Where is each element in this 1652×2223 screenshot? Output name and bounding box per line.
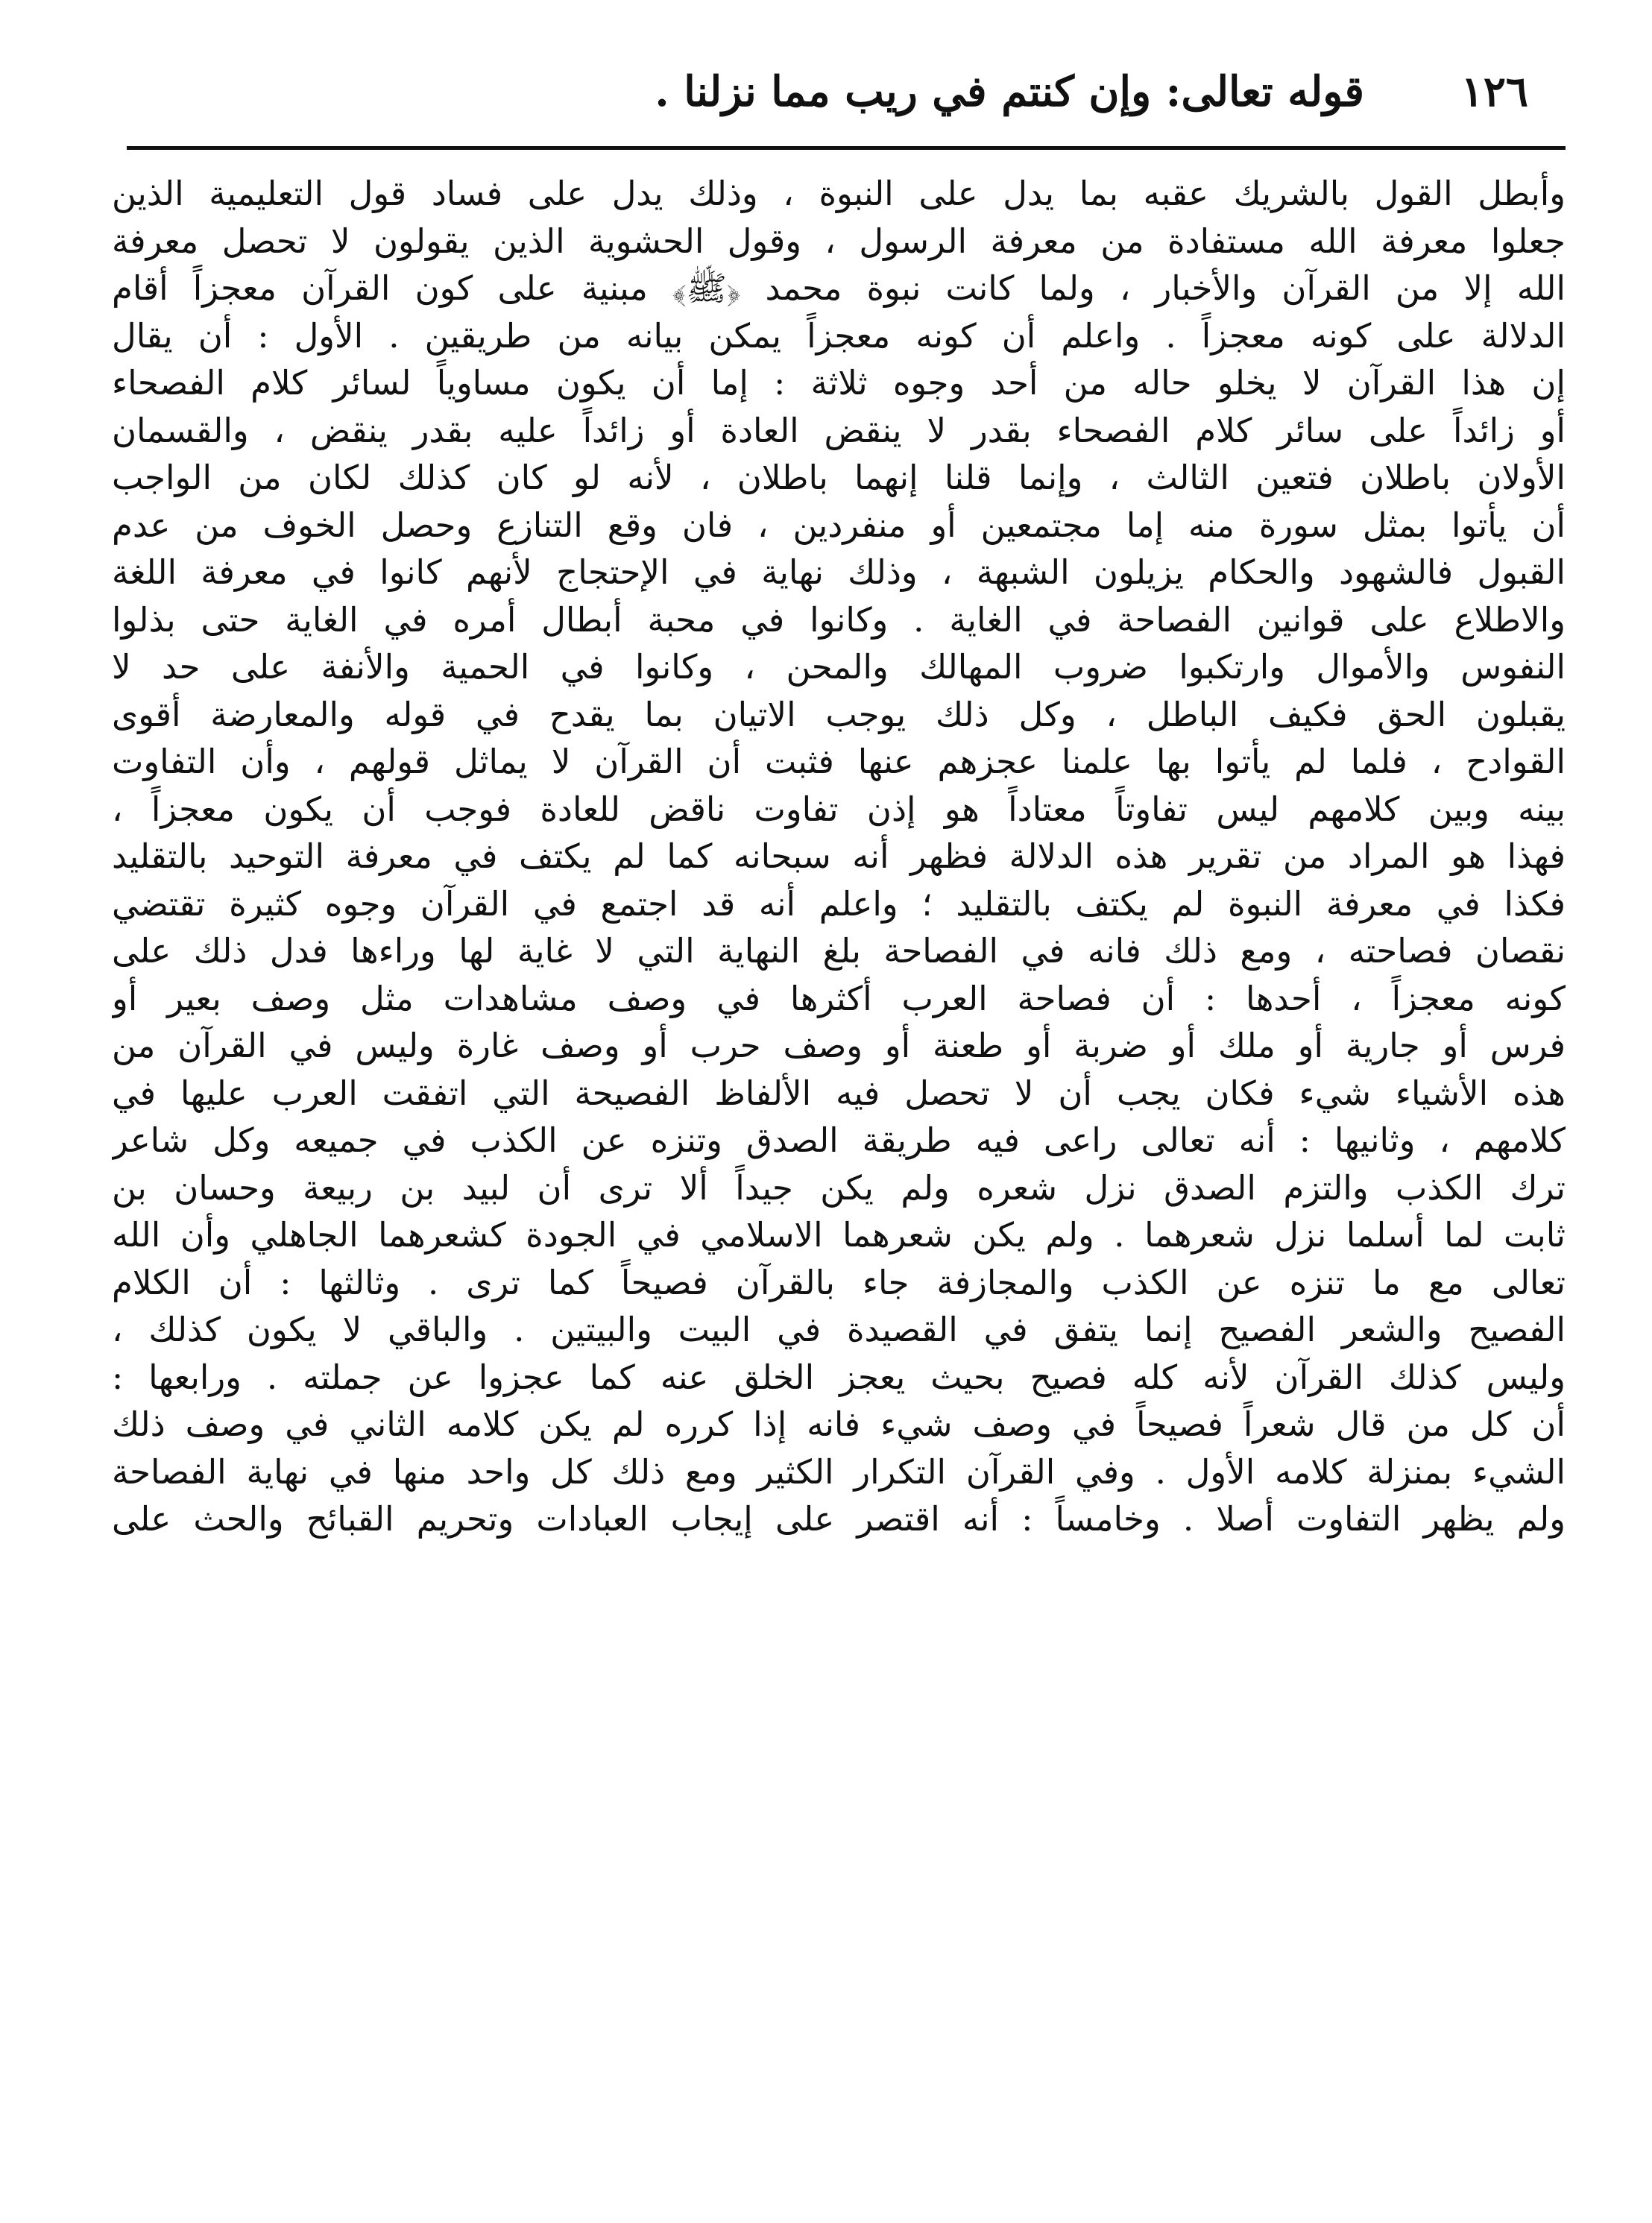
text-line: والاطلاع على قوانين الفصاحة في الغاية . وكانوا في محبة أبطال أمره في الغاية حتى بذلوا: [112, 599, 1566, 640]
text-line: القوادح ، فلما لم يأتوا بها علمنا عجزهم عنها فثبت أن القرآن لا يماثل قولهم ، وأن التفاوت: [112, 742, 1566, 781]
text-line: يقبلون الحق فكيف الباطل ، وكل ذلك يوجب الاتيان بما يقدح في قوله والمعارضة أقوى: [112, 694, 1566, 734]
text-line: أن يأتوا بمثل سورة منه إما مجتمعين أو منفردين ، فان وقع التنازع وحصل الخوف من عدم: [112, 505, 1566, 545]
body-text: [112, 170, 1566, 1543]
text-line: النفوس والأموال وارتكبوا ضروب المهالك والمحن ، وكانوا في الحمية والأنفة على حد لا: [112, 647, 1566, 687]
text-line: تعالى مع ما تنزه عن الكذب والمجازفة جاء بالقرآن فصيحاً كما ترى . وثالثها : أن الكلام: [112, 1262, 1566, 1302]
text-line: وأبطل القول بالشريك عقبه بما يدل على النبوة ، وذلك يدل على فساد قول التعليمية الذين: [112, 174, 1566, 213]
text-line: وليس كذلك القرآن لأنه كله فصيح بحيث يعجز الخلق عنه كما عجزوا عن جملته . ورابعها :: [112, 1357, 1566, 1397]
text-line: فرس أو جارية أو ملك أو ضربة أو طعنة أو وصف حرب أو وصف غارة وليس في القرآن من: [112, 1026, 1566, 1065]
header-divider: [127, 146, 1566, 150]
text-line: ترك الكذب والتزم الصدق نزل شعره ولم يكن جيداً ألا ترى أن لبيد بن ربيعة وحسان بن: [112, 1167, 1566, 1208]
text-line: الأولان باطلان فتعين الثالث ، وإنما قلنا إنهما باطلان ، لأنه لو كان كذلك لكان من الواجب: [112, 458, 1566, 497]
text-line: فكذا في معرفة النبوة لم يكتف بالتقليد ؛ واعلم أنه قد اجتمع في القرآن وجوه كثيرة تقتضي: [112, 883, 1566, 924]
text-line: كونه معجزاً ، أحدها : أن فصاحة العرب أكثرها في وصف مشاهدات مثل وصف بعير أو: [112, 978, 1566, 1018]
text-line: فهذا هو المراد من تقرير هذه الدلالة فظهر أنه سبحانه كما لم يكتف في معرفة التوحيد بالتقليد: [112, 836, 1566, 876]
text-line: كلامهم ، وثانيها : أنه تعالى راعى فيه طريقة الصدق وتنزه عن الكذب في جميعه وكل شاعر: [112, 1120, 1566, 1160]
text-line: بينه وبين كلامهم ليس تفاوتاً معتاداً هو إذن تفاوت ناقض للعادة فوجب أن يكون معجزاً ،: [112, 789, 1566, 829]
text-line: جعلوا معرفة الله مستفادة من معرفة الرسول ، وقول الحشوية الذين يقولون لا تحصل معرفة: [112, 221, 1566, 261]
text-line: ولم يظهر التفاوت أصلا . وخامساً : أنه اقتصر على إيجاب العبادات وتحريم القبائح والحث على: [112, 1499, 1566, 1539]
text-line: الشيء بمنزلة كلامه الأول . وفي القرآن التكرار الكثير ومع ذلك كل واحد منها في نهاية الفصاحة: [112, 1451, 1566, 1492]
page-header: [537, 58, 1528, 125]
running-title: قوله تعالى: وإن كنتم في ريب مما نزلنا .: [655, 67, 1364, 116]
text-line: ثابت لما أسلما نزل شعرهما . ولم يكن شعرهما الاسلامي في الجودة كشعرهما الجاهلي وأن الله: [112, 1215, 1566, 1255]
text-line: هذه الأشياء شيء فكان يجب أن لا تحصل فيه الألفاظ الفصيحة التي اتفقت العرب عليها في: [112, 1073, 1566, 1113]
text-line: نقصان فصاحته ، ومع ذلك فانه في الفصاحة بلغ النهاية التي لا غاية لها وراءها فدل ذلك على: [112, 931, 1566, 971]
text-line: أن كل من قال شعراً فصيحاً في وصف شيء فانه إذا كرره لم يكن كلامه الثاني في وصف ذلك: [112, 1404, 1566, 1444]
text-line: إن هذا القرآن لا يخلو حاله من أحد وجوه ثلاثة : إما أن يكون مساوياً لسائر كلام الفصحاء: [112, 363, 1566, 403]
page-number: ١٢٦: [1460, 67, 1528, 116]
text-line: الدلالة على كونه معجزاً . واعلم أن كونه معجزاً يمكن بيانه من طريقين . الأول : أن يقال: [112, 315, 1566, 356]
text-line: القبول فالشهود والحكام يزيلون الشبهة ، وذلك نهاية في الإحتجاج لأنهم كانوا في معرفة اللغة: [112, 552, 1566, 592]
text-line: الفصيح والشعر الفصيح إنما يتفق في القصيدة في البيت والبيتين . والباقي لا يكون كذلك ،: [112, 1310, 1566, 1349]
text-line: أو زائداً على سائر كلام الفصحاء بقدر لا ينقض العادة أو زائداً عليه بقدر ينقض ، والقسمان: [112, 410, 1566, 450]
text-line: الله إلا من القرآن والأخبار ، ولما كانت نبوة محمد ﴿ﷺ﴾ مبنية على كون القرآن معجزاً أقام: [112, 268, 1566, 308]
